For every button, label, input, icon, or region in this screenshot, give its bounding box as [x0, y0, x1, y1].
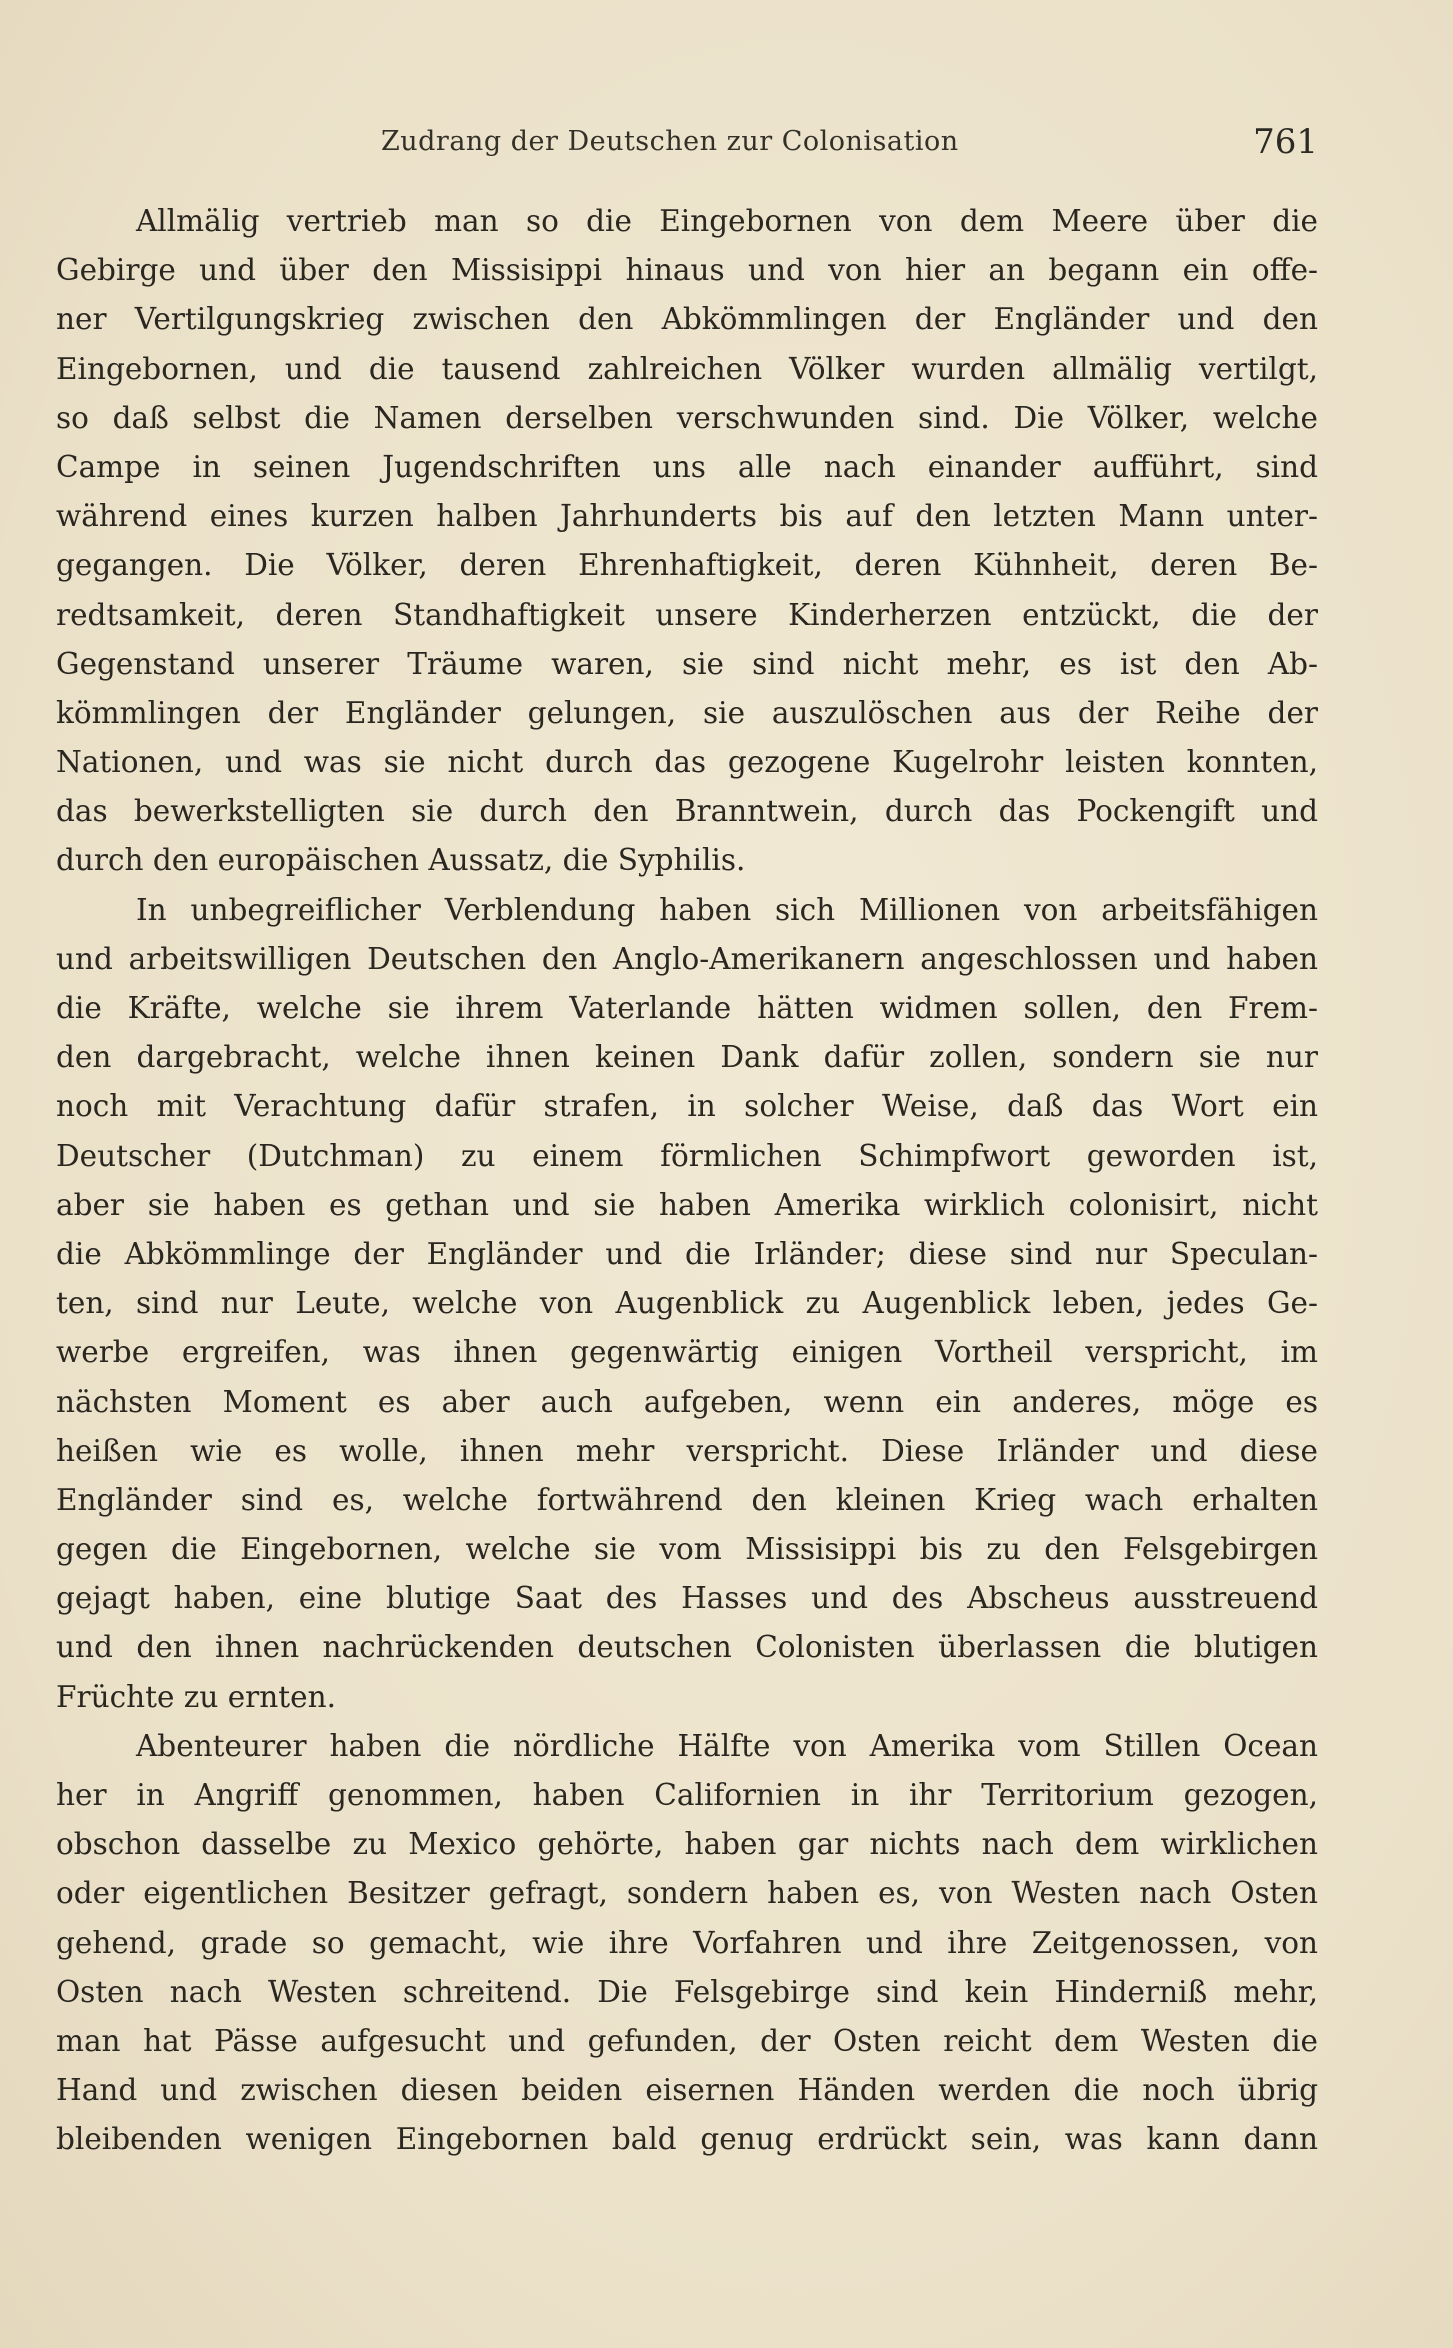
text-line: gegangen. Die Völker, deren Ehrenhaftigkeit, deren Kühnheit, deren Be-	[56, 548, 1318, 583]
text-line: Gegenstand unserer Träume waren, sie sind nicht mehr, es ist den Ab-	[56, 646, 1318, 681]
text-line: redtsamkeit, deren Standhaftigkeit unsere Kinderherzen entzückt, die der	[56, 597, 1318, 632]
text-line: Deutscher (Dutchman) zu einem förmlichen Schimpfwort geworden ist,	[56, 1138, 1318, 1173]
text-line: noch mit Verachtung dafür strafen, in solcher Weise, daß das Wort ein	[56, 1089, 1318, 1124]
page-header	[56, 122, 1318, 174]
text-line: kömmlingen der Engländer gelungen, sie auszulöschen aus der Reihe der	[56, 695, 1318, 730]
text-line: her in Angriff genommen, haben Californien in ihr Territorium gezogen,	[56, 1778, 1318, 1812]
paragraph	[56, 197, 1318, 886]
page-number: 761	[1253, 122, 1318, 162]
paragraph	[56, 1722, 1318, 2165]
text-line: In unbegreiflicher Verblendung haben sich Millionen von arbeitsfähigen	[136, 892, 1318, 927]
text-line: Campe in seinen Jugendschriften uns alle nach einander aufführt, sind	[56, 449, 1318, 484]
text-line: Gebirge und über den Missisippi hinaus und von hier an begann ein offe-	[56, 253, 1318, 288]
text-line: so daß selbst die Namen derselben verschwunden sind. Die Völker, welche	[56, 400, 1318, 435]
text-line: ner Vertilgungskrieg zwischen den Abkömmlingen der Engländer und den	[56, 302, 1318, 337]
text-line: Abenteurer haben die nördliche Hälfte von Amerika vom Stillen Ocean	[136, 1728, 1318, 1763]
text-line: durch den europäischen Aussatz, die Syphilis.	[56, 843, 746, 878]
body-text	[56, 197, 1318, 2165]
text-line: Hand und zwischen diesen beiden eisernen Händen werden die noch übrig	[56, 2073, 1318, 2108]
text-line: Eingebornen, und die tausend zahlreichen Völker wurden allmälig vertilgt,	[56, 351, 1318, 386]
text-line: man hat Pässe aufgesucht und gefunden, der Osten reicht dem Westen die	[56, 2023, 1318, 2058]
text-line: Engländer sind es, welche fortwährend den kleinen Krieg wach erhalten	[56, 1482, 1318, 1517]
text-line: den dargebracht, welche ihnen keinen Dank dafür zollen, sondern sie nur	[56, 1040, 1318, 1075]
text-line: heißen wie es wolle, ihnen mehr verspricht. Diese Irländer und diese	[56, 1433, 1318, 1468]
text-line: nächsten Moment es aber auch aufgeben, wenn ein anderes, möge es	[56, 1384, 1318, 1419]
text-line: werbe ergreifen, was ihnen gegenwärtig einigen Vortheil verspricht, im	[56, 1335, 1318, 1370]
text-line: ten, sind nur Leute, welche von Augenblick zu Augenblick leben, jedes Ge-	[56, 1286, 1318, 1321]
text-line: bleibenden wenigen Eingebornen bald genug erdrückt sein, was kann dann	[56, 2122, 1318, 2157]
text-line: gegen die Eingebornen, welche sie vom Missisippi bis zu den Felsgebirgen	[56, 1532, 1318, 1567]
text-line: gehend, grade so gemacht, wie ihre Vorfahren und ihre Zeitgenossen, von	[56, 1925, 1318, 1960]
text-line: obschon dasselbe zu Mexico gehörte, haben gar nichts nach dem wirklichen	[56, 1827, 1318, 1862]
text-line: gejagt haben, eine blutige Saat des Hasses und des Abscheus ausstreuend	[56, 1581, 1318, 1616]
text-line: Nationen, und was sie nicht durch das gezogene Kugelrohr leisten konnten,	[56, 745, 1318, 780]
text-line: während eines kurzen halben Jahrhunderts bis auf den letzten Mann unter-	[56, 499, 1318, 534]
text-line: oder eigentlichen Besitzer gefragt, sondern haben es, von Westen nach Osten	[56, 1876, 1318, 1911]
text-line: Osten nach Westen schreitend. Die Felsgebirge sind kein Hinderniß mehr,	[56, 1974, 1318, 2009]
text-line: die Kräfte, welche sie ihrem Vaterlande hätten widmen sollen, den Frem-	[56, 991, 1318, 1025]
text-line: das bewerkstelligten sie durch den Branntwein, durch das Pockengift und	[56, 794, 1318, 829]
text-line: die Abkömmlinge der Engländer und die Irländer; diese sind nur Speculan-	[56, 1236, 1318, 1271]
text-line: Allmälig vertrieb man so die Eingebornen von dem Meere über die	[136, 204, 1318, 238]
text-line: und den ihnen nachrückenden deutschen Colonisten überlassen die blutigen	[56, 1630, 1318, 1665]
running-title: Zudrang der Deutschen zur Colonisation	[381, 126, 959, 157]
text-line: Früchte zu ernten.	[56, 1679, 336, 1714]
text-line: und arbeitswilligen Deutschen den Anglo-Amerikanern angeschlossen und haben	[56, 941, 1318, 976]
text-line: aber sie haben es gethan und sie haben Amerika wirklich colonisirt, nicht	[56, 1187, 1318, 1222]
paragraph	[56, 886, 1318, 1722]
